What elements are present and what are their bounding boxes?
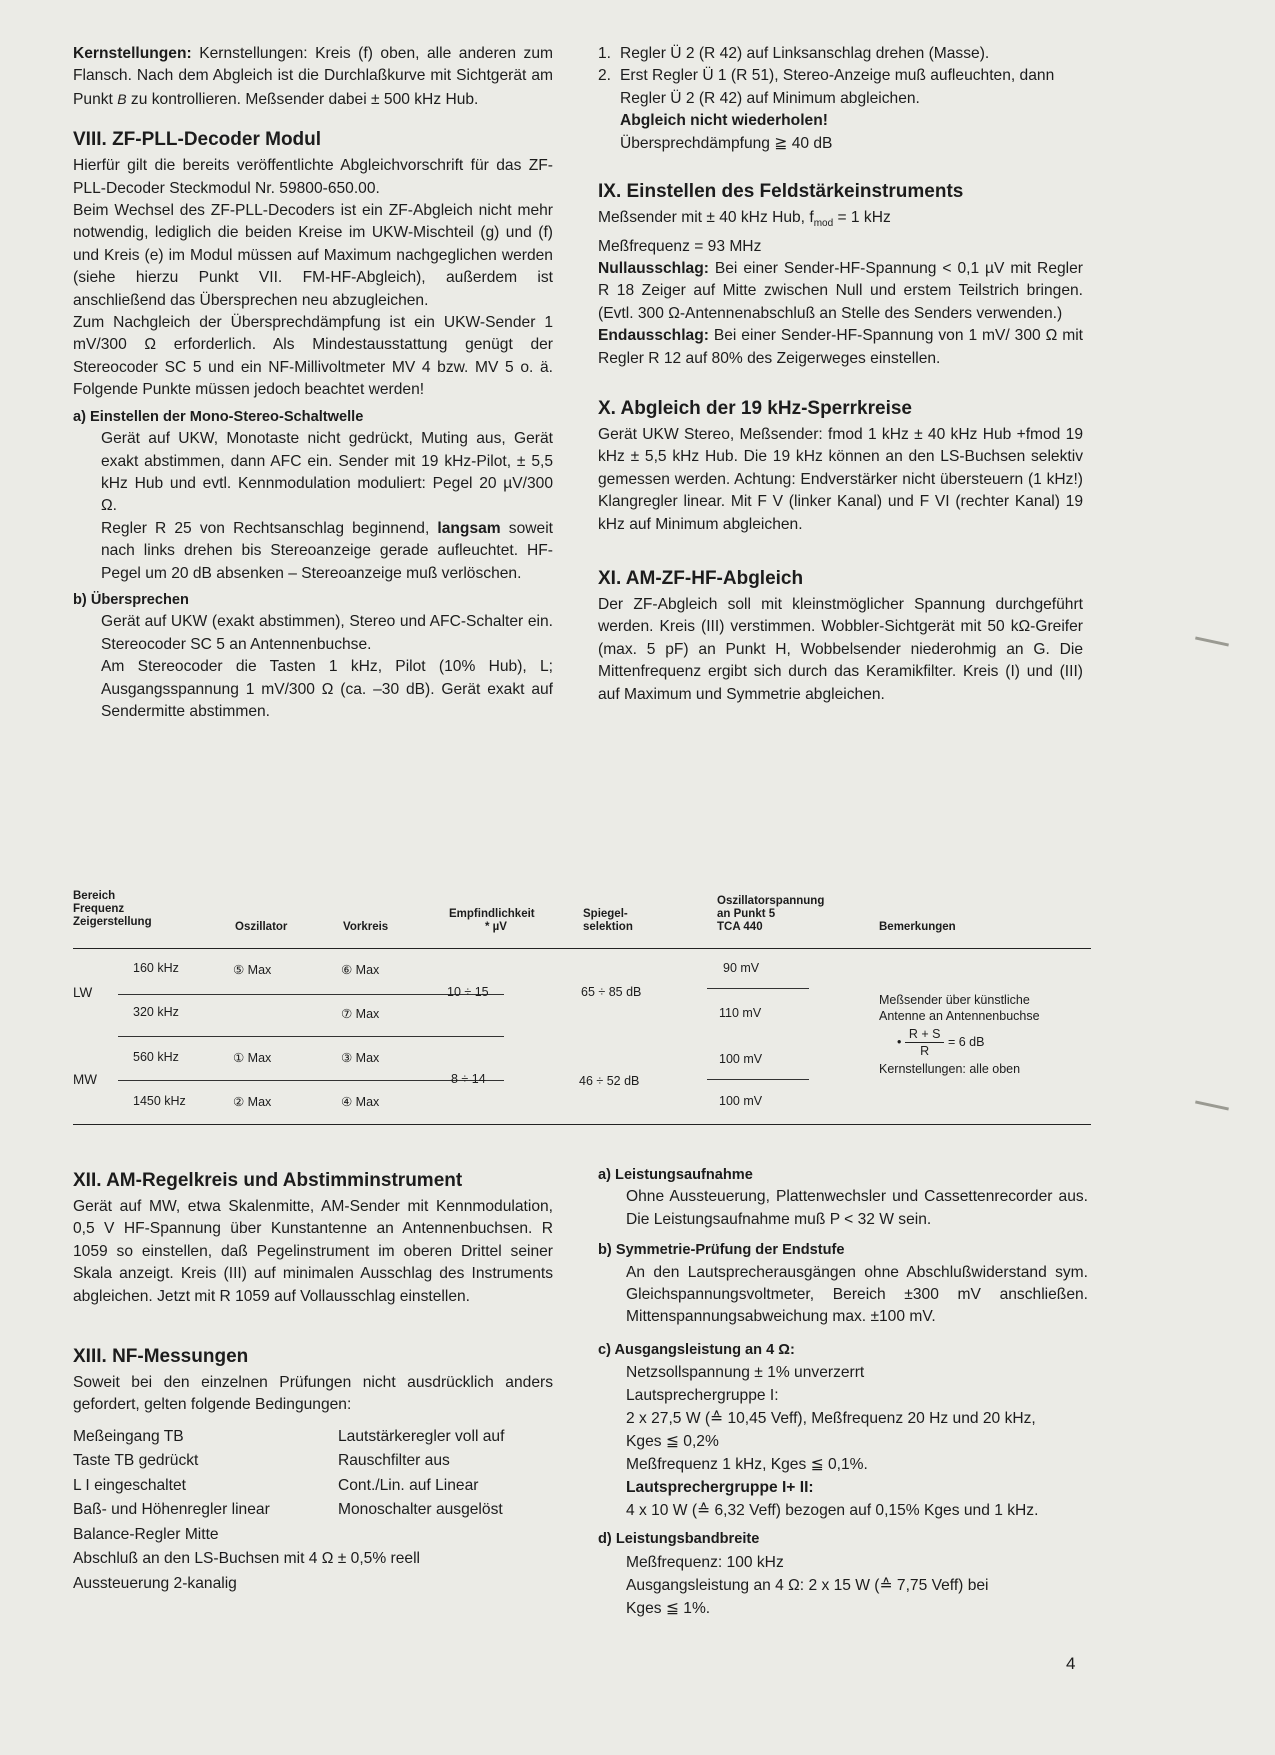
staple-mark xyxy=(1195,1100,1229,1110)
section-x-title: X. Abgleich der 19 kHz-Sperrkreise xyxy=(598,397,912,419)
symmetry-paragraph: An den Lautsprecherausgängen ohne Abschlußwiderstand sym. Gleichspannungsvoltmeter, Bereich ±300 mV anschließen. Mittenspannungsabweichung max. ±100 mV. xyxy=(626,1263,1088,1326)
subsection-a-title: a) Einstellen der Mono-Stereo-Schaltwelle xyxy=(73,408,364,425)
s11-paragraph: Der ZF-Abgleich soll mit kleinstmöglicher Spannung durchgeführt werden. Kreis (III) verstimmen. Wobbler-Sichtgerät mit 50 kΩ-Greifer (max. 5 pF) an Punkt H, Wobbelsender niederohmig an G. Die Mittenfrequenz ergibt sich durch das Keramikfilter. Kreis (I) und (III) auf Maximum und Symmetrie abgleichen. xyxy=(598,596,1083,703)
mw-osc-voltage-2: 100 mV xyxy=(719,1094,763,1108)
header-oscillator: Oszillator xyxy=(235,921,288,933)
lw-osc-1: ⑤ Max xyxy=(233,963,272,977)
header-remarks: Bemerkungen xyxy=(879,921,956,933)
mw-osc-1: ① Max xyxy=(233,1051,272,1065)
s9-line-2: Meßfrequenz = 93 MHz xyxy=(598,237,762,255)
intro-paragraph: Kernstellungen: Kernstellungen: Kreis (f) oben, alle anderen zum Flansch. Nach dem Abgleich ist die Durchlaßkurve mit Sichtgerät am Punkt B zu kontrollieren. Meßsender dabei ± 500 kHz Hub. xyxy=(73,45,553,108)
test-point-marker: B xyxy=(117,90,127,107)
s13-paragraph: Soweit bei den einzelnen Prüfungen nicht ausdrücklich anders gefordert, gelten folgende Bedingungen: xyxy=(73,1374,553,1414)
s8-paragraph-1: Hierfür gilt die bereits veröffentlichte Abgleichvorschrift für das ZF-PLL-Decoder Steckmodul Nr. 59800-650.00. xyxy=(73,157,553,197)
mw-band: MW xyxy=(73,1072,97,1087)
mw-pre-2: ④ Max xyxy=(341,1095,380,1109)
s12-paragraph: Gerät auf MW, etwa Skalenmitte, AM-Sender mit Kennmodulation, 0,5 V HF-Spannung über Kunstantenne an Antennenbuchsen. R 1059 so einstellen, daß Pegelinstrument im oberen Drittel seiner Skala anzeigt. Kreis (III) auf minimalen Ausschlag des Instruments abgleichen. Jetzt mit R 1059 auf Vollausschlag einstellen. xyxy=(73,1198,553,1305)
ratio-fraction: $\frac{R + S}{R}$ xyxy=(905,1026,945,1059)
remarks-cell: Meßsender über künstliche Antenne an Antennenbuchse • $\frac{R + S}{R}$ = 6 dB Kernstellungen: alle oben xyxy=(879,993,1040,1076)
mw-pre-1: ③ Max xyxy=(341,1051,380,1065)
procedure-list xyxy=(598,43,1083,110)
page-number: 4 xyxy=(1066,1654,1076,1673)
bandwidth-block: Meßfrequenz: 100 kHz Ausgangsleistung an 4 Ω: 2 x 15 W (≙ 7,75 Veff) bei Kges ≦ 1%. xyxy=(626,1553,989,1617)
lw-pre-1: ⑥ Max xyxy=(341,963,380,977)
lw-mirror: 65 ÷ 85 dB xyxy=(581,985,642,999)
output-block: Netzsollspannung ± 1% unverzerrt Lautsprechergruppe I: 2 x 27,5 W (≙ 10,45 Veff), Meßfrequenz 20 Hz und 20 kHz, Kges ≦ 0,2% Meßfrequenz 1 kHz, Kges ≦ 0,1%. Lautsprechergruppe I+ II: 4 x 10 W (≙ 6,32 Veff) bezogen auf 0,15% Kges und 1 kHz. xyxy=(626,1364,1039,1520)
lw-band: LW xyxy=(73,985,93,1000)
sub-b-paragraph-2: Am Stereocoder die Tasten 1 kHz, Pilot (10% Hub), L; Ausgangsspannung 1 mV/300 Ω (ca. –30 dB). Gerät exakt auf Sendermitte abstimmen. xyxy=(101,658,553,720)
mw-freq-1: 560 kHz xyxy=(133,1050,179,1064)
header-mirror: Spiegel- selektion xyxy=(583,908,633,933)
s9-line-1: Meßsender mit ± 40 kHz Hub, $f_{mod} = 1$ kHz xyxy=(598,209,891,230)
mw-freq-2: 1450 kHz xyxy=(133,1094,186,1108)
list-item: 2. Erst Regler Ü 1 (R 51), Stereo-Anzeige muß aufleuchten, dann Regler Ü 2 (R 42) auf Minimum abgleichen. xyxy=(598,67,1055,107)
list-item: Balance-Regler Mitte xyxy=(73,1525,219,1543)
lw-freq-2: 320 kHz xyxy=(133,1005,179,1019)
subsection-a-power-title: a) Leistungsaufnahme xyxy=(598,1167,753,1183)
list-item: Aussteuerung 2-kanalig xyxy=(73,1574,237,1592)
lw-osc-voltage-2: 110 mV xyxy=(719,1006,762,1020)
header-range: Bereich Frequenz Zeigerstellung xyxy=(73,890,152,928)
s10-paragraph: Gerät UKW Stereo, Meßsender: fmod 1 kHz ± 40 kHz Hub +fmod 19 kHz ± 5,5 kHz Hub. Die 19 kHz können an den LS-Buchsen selektiv gemessen werden. Achtung: Endverstärker nicht übersteuern (1 kHz!) Klangregler linear. Mit F V (linker Kanal) und F VI (rechter Kanal) 19 kHz auf Minimum abgleichen. xyxy=(598,425,1083,533)
damping-value: Übersprechdämpfung ≧ 40 dB xyxy=(620,134,833,152)
lw-sensitivity: 10 ÷ 15 xyxy=(447,985,489,999)
section-xii-title: XII. AM-Regelkreis und Abstimminstrument xyxy=(73,1170,463,1191)
right-column-top xyxy=(598,43,1083,706)
table-bottom-rule xyxy=(73,1124,1091,1125)
list-item: Abschluß an den LS-Buchsen mit 4 Ω ± 0,5% reell xyxy=(73,1550,420,1568)
s8-paragraph-2: Beim Wechsel des ZF-PLL-Decoders ist ein ZF-Abgleich nicht mehr notwendig, lediglich die beiden Kreise im UKW-Mischteil (g) und (f) und Kreis (e) im Modul müssen auf Maximum nachgeglichen werden (siehe hierzu Punkt VII. FM-HF-Abgleich), außerdem ist anschließend das Übersprechen neu abzugleichen. xyxy=(73,202,553,309)
list-item: L I eingeschaltet Cont./Lin. auf Linear xyxy=(73,1476,479,1494)
subsection-b-symmetry-title: b) Symmetrie-Prüfung der Endstufe xyxy=(598,1242,845,1259)
subsection-b-title: b) Übersprechen xyxy=(73,591,189,608)
power-paragraph: Ohne Aussteuerung, Plattenwechsler und Cassettenrecorder aus. Die Leistungsaufnahme muß P < 32 W sein. xyxy=(626,1188,1088,1228)
list-item: Baß- und Höhenregler linear Monoschalter ausgelöst xyxy=(73,1501,503,1519)
list-item: Meßeingang TB Lautstärkeregler voll auf xyxy=(73,1427,505,1445)
sub-b-paragraph-1: Gerät auf UKW (exakt abstimmen), Stereo und AFC-Schalter ein. Stereocoder SC 5 an Antennenbuchse. xyxy=(101,613,553,653)
no-repeat-note: Abgleich nicht wiederholen! xyxy=(620,112,828,130)
lw-osc-voltage-1: 90 mV xyxy=(723,961,760,975)
list-item: 1. Regler Ü 2 (R 42) auf Linksanschlag drehen (Masse). xyxy=(598,45,990,62)
s9-end-paragraph: Endausschlag: Bei einer Sender-HF-Spannung von 1 mV/ 300 Ω mit Regler R 12 auf 80% des Zeigerweges einstellen. xyxy=(598,327,1083,367)
header-sensitivity: Empfindlichkeit * µV xyxy=(449,908,535,933)
mw-mirror: 46 ÷ 52 dB xyxy=(579,1074,640,1088)
right-column-bottom xyxy=(598,1160,1088,1620)
s9-null-paragraph: Nullausschlag: Bei einer Sender-HF-Spannung < 0,1 µV mit Regler R 18 Zeiger auf Mitte zwischen Null und erstem Teilstrich bringen. (Evtl. 300 Ω-Antennenabschluß an Stelle des Senders verwenden.) xyxy=(598,259,1083,322)
list-item: Taste TB gedrückt Rauschfilter aus xyxy=(73,1452,450,1470)
header-osc-voltage: Oszillatorspannung an Punkt 5 TCA 440 xyxy=(717,895,825,933)
section-ix-title: IX. Einstellen des Feldstärkeinstruments xyxy=(598,181,964,203)
mw-sensitivity: 8 ÷ 14 xyxy=(451,1072,486,1086)
alignment-table xyxy=(73,890,1093,1130)
section-xiii-title: XIII. NF-Messungen xyxy=(73,1346,249,1368)
lw-freq-1: 160 kHz xyxy=(133,961,179,975)
s8-paragraph-3: Zum Nachgleich der Übersprechdämpfung ist ein UKW-Sender 1 mV/300 Ω erforderlich. Als Mindestausstattung genügt der Stereocoder SC 5 und ein NF-Millivoltmeter MV 4 bzw. MV 5 o. ä. Folgende Punkte müssen jedoch beachtet werden! xyxy=(73,314,553,399)
conditions-list xyxy=(73,1425,553,1597)
section-xi-title: XI. AM-ZF-HF-Abgleich xyxy=(598,568,804,590)
lw-pre-2: ⑦ Max xyxy=(341,1007,380,1021)
mw-osc-voltage-1: 100 mV xyxy=(719,1052,763,1066)
section-viii-title: VIII. ZF-PLL-Decoder Modul xyxy=(73,129,322,151)
staple-mark xyxy=(1195,636,1229,646)
subsection-d-bandwidth-title: d) Leistungsbandbreite xyxy=(598,1531,760,1548)
left-column-top xyxy=(73,43,553,723)
table-header-rule xyxy=(73,948,1091,949)
header-prefilter: Vorkreis xyxy=(343,921,389,933)
subsection-c-output-title: c) Ausgangsleistung an 4 Ω: xyxy=(598,1341,795,1358)
left-column-bottom xyxy=(73,1168,553,1596)
sub-a-paragraph-2: Regler R 25 von Rechtsanschlag beginnend, langsam soweit nach links drehen bis Stereoanzeige gerade aufleuchtet. HF-Pegel um 20 dB absenken – Stereoanzeige muß verlöschen. xyxy=(101,519,553,582)
mw-osc-2: ② Max xyxy=(233,1095,272,1109)
sub-a-paragraph-1: Gerät auf UKW, Monotaste nicht gedrückt, Muting aus, Gerät exakt abstimmen, dann AFC ein. Sender mit 19 kHz-Pilot, ± 5,5 kHz Hub und evtl. Kennmodulation moduliert: Pegel 20 µV/300 Ω. xyxy=(101,430,553,515)
